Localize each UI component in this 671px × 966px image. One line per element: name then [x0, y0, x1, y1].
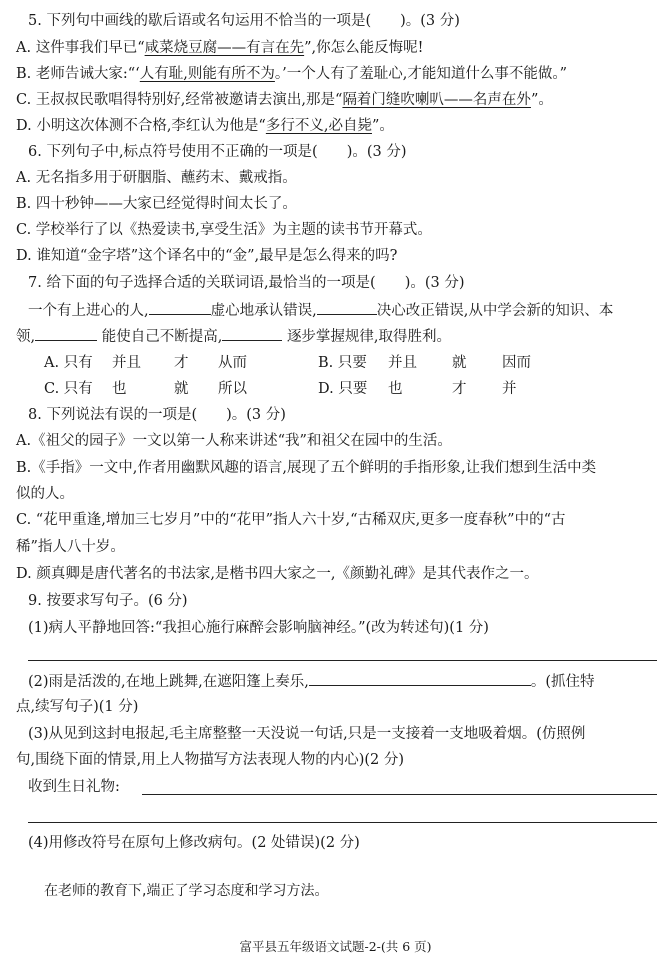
q9-part2-line1 [28, 670, 659, 692]
q6-option-c: C. 学校举行了以《热爱读书,享受生活》为主题的读书节开幕式。 [16, 222, 432, 238]
q9-part3-line1: (3)从见到这封电报起,毛主席整整一天没说一句话,只是一支接着一支地吸着烟。(仿照例 [28, 726, 586, 742]
page-footer: 富平县五年级语文试题-2-(共 6 页) [239, 939, 432, 954]
q5-option-c [16, 89, 659, 111]
q7-blank-1[interactable] [149, 299, 211, 315]
q7-opt-c-2: 也 [112, 381, 127, 397]
q7-opt-d-4: 并 [502, 381, 517, 397]
q7-s1: 一个有上进心的人, [28, 303, 149, 319]
q5-b-underlined: 人有耻,则能有所不为 [139, 66, 275, 82]
q7-opt-b-4: 因而 [502, 355, 531, 371]
q9-p2-suffix: 。(抓住特 [530, 674, 595, 690]
q9-part1-answer-line[interactable] [28, 660, 657, 661]
q5-b-post: 。’一个人有了羞耻心,才能知道什么事不能做。” [274, 66, 568, 82]
q5-a-post: ”,你怎么能反悔呢! [304, 40, 424, 56]
q9-part3-answer-line1[interactable] [142, 794, 657, 795]
q7-opt-d-2: 也 [388, 381, 403, 397]
q7-opt-b-2: 并且 [388, 355, 417, 371]
q8-option-d: D. 颜真卿是唐代著名的书法家,是楷书四大家之一,《颜勤礼碑》是其代表作之一。 [16, 566, 539, 582]
q7-s5: 能使自己不断提高, [101, 329, 223, 345]
q5-c-underlined: 隔着门缝吹喇叭——名声在外 [342, 92, 531, 108]
q7-options-row1 [44, 352, 659, 374]
q7-blank-2[interactable] [317, 299, 377, 315]
q9-part4: (4)用修改符号在原句上修改病句。(2 处错误)(2 分) [28, 835, 360, 851]
q8-option-c-line2: 稀”指人八十岁。 [16, 539, 125, 555]
q7-opt-b-3: 就 [452, 355, 467, 371]
q7-opt-a-4: 从而 [218, 355, 247, 371]
q9-title: 9. 按要求写句子。(6 分) [28, 593, 188, 609]
q5-a-pre: A. 这件事我们早已“ [16, 40, 145, 56]
q5-c-pre: C. 王叔叔民歌唱得特别好,经常被邀请去演出,那是“ [16, 92, 343, 108]
q9-p2-text: (2)雨是活泼的,在地上跳舞,在遮阳篷上奏乐, [28, 674, 309, 690]
q7-opt-a-1: A. 只有 [44, 355, 93, 371]
q7-sentence-line2 [16, 325, 659, 347]
q9-part2-blank[interactable] [309, 670, 531, 686]
q5-d-post: ”。 [371, 118, 394, 134]
q5-c-post: ”。 [530, 92, 553, 108]
q7-s6: 逐步掌握规律,取得胜利。 [286, 329, 452, 345]
q5-b-pre: B. 老师告诫大家:“‘ [16, 66, 140, 82]
q7-options-row2 [44, 378, 659, 400]
q9-part3-answer-line2[interactable] [28, 822, 657, 823]
q5-option-b [16, 63, 659, 85]
q8-title: 8. 下列说法有误的一项是( )。(3 分) [28, 407, 286, 423]
q9-part3-prompt: 收到生日礼物: [28, 779, 120, 795]
q7-s2: 虚心地承认错误, [210, 303, 317, 319]
q7-opt-c-3: 就 [174, 381, 189, 397]
q6-option-a: A. 无名指多用于研胭脂、蘸药末、戴戒指。 [16, 170, 297, 186]
q7-opt-c-1: C. 只有 [44, 381, 93, 397]
q7-opt-a-2: 并且 [112, 355, 141, 371]
q9-part3-line2: 句,围绕下面的情景,用上人物描写方法表现人物的内心)(2 分) [16, 752, 405, 768]
q5-option-d [16, 115, 659, 137]
q6-option-d: D. 谁知道“金字塔”这个译名中的“金”,最早是怎么得来的吗? [16, 248, 398, 264]
q7-opt-b-1: B. 只要 [318, 355, 367, 371]
q5-d-pre: D. 小明这次体测不合格,李红认为他是“ [16, 118, 266, 134]
q7-opt-d-1: D. 只要 [318, 381, 368, 397]
q5-a-underlined: 咸菜烧豆腐——有言在先 [144, 40, 305, 56]
q7-blank-4[interactable] [222, 325, 282, 341]
q7-opt-d-3: 才 [452, 381, 467, 397]
q9-part1: (1)病人平静地回答:“我担心施行麻醉会影响脑神经。”(改为转述句)(1 分) [28, 620, 489, 636]
q7-blank-3[interactable] [35, 325, 97, 341]
q7-s3: 决心改正错误,从中学会新的知识、本 [376, 303, 614, 319]
q7-sentence-line1 [28, 299, 659, 321]
q5-d-underlined: 多行不义,必自毙 [265, 118, 372, 134]
q5-title: 5. 下列句中画线的歇后语或名句运用不恰当的一项是( )。(3 分) [28, 13, 460, 29]
q8-option-b-line2: 似的人。 [16, 486, 74, 502]
q8-option-c-line1: C. “花甲重逢,增加三七岁月”中的“花甲”指人六十岁,“古稀双庆,更多一度春秋”中的“古 [16, 512, 566, 528]
q9-part4-sentence: 在老师的教育下,端正了学习态度和学习方法。 [44, 883, 329, 899]
q7-s4: 领, [16, 329, 36, 345]
q7-opt-a-3: 才 [174, 355, 189, 371]
q7-opt-c-4: 所以 [218, 381, 247, 397]
q9-part2-line2: 点,续写句子)(1 分) [16, 699, 139, 715]
q8-option-b-line1: B.《手指》一文中,作者用幽默风趣的语言,展现了五个鲜明的手指形象,让我们想到生活中类 [16, 460, 597, 476]
q6-option-b: B. 四十秒钟——大家已经觉得时间太长了。 [16, 196, 297, 212]
q7-title: 7. 给下面的句子选择合适的关联词语,最恰当的一项是( )。(3 分) [28, 275, 465, 291]
q6-title: 6. 下列句子中,标点符号使用不正确的一项是( )。(3 分) [28, 144, 407, 160]
q5-option-a [16, 37, 659, 59]
q8-option-a: A.《祖父的园子》一文以第一人称来讲述“我”和祖父在园中的生活。 [16, 433, 452, 449]
